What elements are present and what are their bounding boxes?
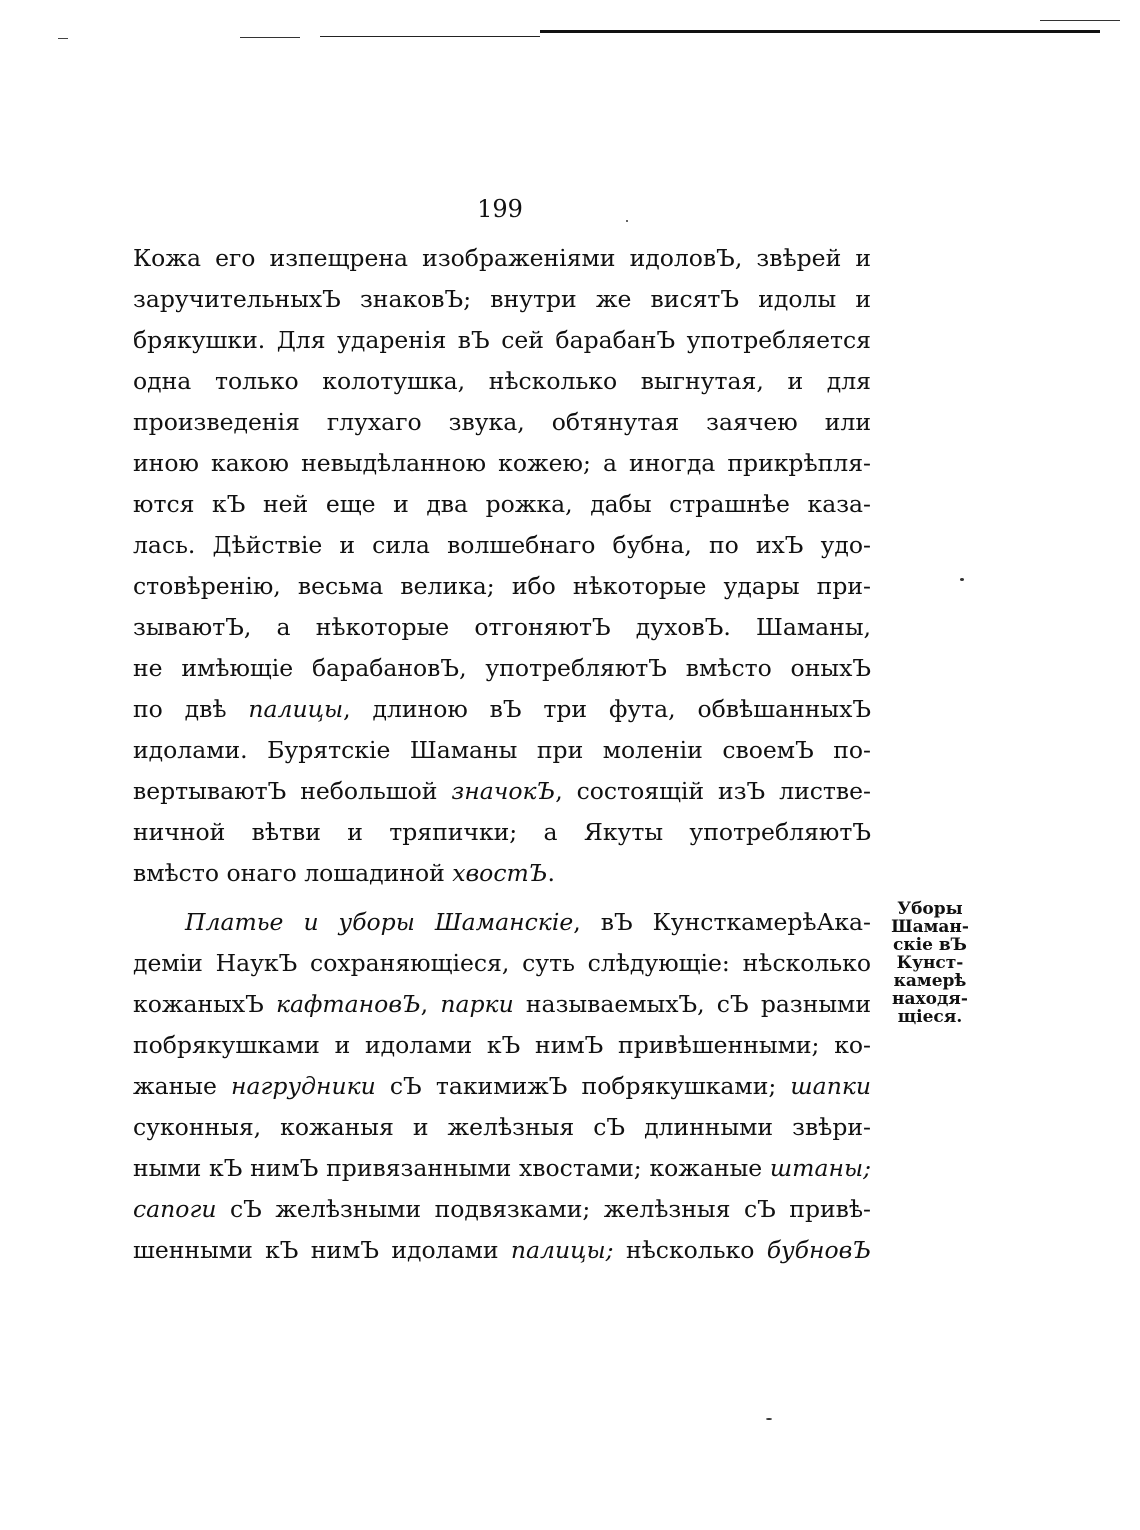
text-line [133, 689, 871, 730]
text-segment: нѣсколько [613, 1236, 767, 1264]
margin-note-line: щіеся. [897, 1007, 963, 1027]
text-segment: , состоящій изЪ листве- [555, 777, 871, 805]
text-line: произведенія глухаго звука, обтянутая заячею или [133, 408, 871, 436]
text-segment: вертываютЪ небольшой [133, 777, 452, 805]
text-line [133, 984, 871, 1025]
paragraph-2 [133, 902, 871, 1271]
text-segment: . [547, 859, 555, 887]
top-rule [1040, 20, 1120, 21]
text-line: побрякушками и идолами кЪ нимЪ привѣшенными; ко- [133, 1031, 871, 1059]
text-line: иною какою невыдѣланною кожею; а иногда прикрѣпля- [133, 449, 871, 477]
text-line: брякушки. Для ударенія вЪ сей барабанЪ употребляется [133, 326, 871, 354]
text-line: ничной вѣтви и тряпички; а Якуты употребляютЪ [133, 818, 871, 846]
text-line: не имѣющіе барабановЪ, употребляютЪ вмѣсто оныхЪ [133, 654, 871, 682]
text-segment: , длиною вЪ три фута, обвѣшанныхЪ [343, 695, 871, 723]
text-line [133, 1189, 871, 1230]
text-line [133, 1066, 871, 1107]
text-segment: сЪ желѣзными подвязками; желѣзныя сЪ привѣ- [216, 1195, 871, 1223]
margin-note-line: Кунст- [896, 953, 964, 973]
italic-term: парки [440, 990, 514, 1018]
main-text [133, 238, 871, 1271]
top-rule [240, 37, 300, 38]
text-line: суконныя, кожаныя и желѣзныя сЪ длинными звѣри- [133, 1113, 871, 1141]
text-line [133, 1148, 871, 1189]
scan-speck [626, 220, 628, 222]
text-segment: , [420, 990, 441, 1018]
italic-term: бубновЪ [766, 1236, 871, 1264]
margin-note [885, 900, 975, 1026]
scan-speck [766, 1418, 772, 1420]
italic-term: штаны; [769, 1154, 871, 1182]
margin-note-line: Шаман- [891, 917, 969, 937]
text-line: Кожа его изпещрена изображеніями идоловЪ, звѣрей и [133, 244, 871, 272]
text-segment: жаные [133, 1072, 232, 1100]
margin-note-line: скіе вЪ [893, 935, 967, 955]
text-segment: шенными кЪ нимЪ идолами [133, 1236, 511, 1264]
text-line: лась. Дѣйствіе и сила волшебнаго бубна, по ихЪ удо- [133, 531, 871, 559]
text-segment: вмѣсто онаго лошадиной [133, 859, 453, 887]
text-segment: , вЪ КунсткамерѣАка- [573, 908, 871, 936]
top-rule [320, 36, 540, 37]
italic-term: Платье и уборы Шаманскіе [185, 908, 574, 936]
text-segment: по двѣ [133, 695, 249, 723]
text-segment: сЪ такимижЪ побрякушками; [375, 1072, 791, 1100]
italic-term: кафтановЪ [275, 990, 421, 1018]
text-line [133, 1230, 871, 1271]
page-number: 199 [477, 195, 523, 223]
italic-term: сапоги [133, 1195, 217, 1223]
top-rule [58, 38, 68, 39]
italic-term: палицы [248, 695, 344, 723]
text-segment: кожаныхЪ [133, 990, 276, 1018]
text-line: идолами. Бурятскіе Шаманы при моленіи своемЪ по- [133, 736, 871, 764]
margin-note-line: Уборы [897, 899, 963, 919]
text-line: ются кЪ ней еще и два рожка, дабы страшнѣе каза- [133, 490, 871, 518]
text-line: зываютЪ, а нѣкоторые отгоняютЪ духовЪ. Шаманы, [133, 613, 871, 641]
text-line: деміи НаукЪ сохраняющіеся, суть слѣдующіе: нѣсколько [133, 949, 871, 977]
italic-term: шапки [790, 1072, 871, 1100]
text-line: стовѣренію, весьма велика; ибо нѣкоторые удары при- [133, 572, 871, 600]
scan-speck [960, 578, 964, 581]
italic-term: хвостЪ [452, 859, 548, 887]
top-rule [540, 30, 1100, 33]
text-line: одна только колотушка, нѣсколько выгнутая, и для [133, 367, 871, 395]
margin-note-line: находя- [892, 989, 968, 1009]
text-line [133, 771, 871, 812]
text-segment: ными кЪ нимЪ привязанными хвостами; кожаные [133, 1154, 770, 1182]
italic-term: значокЪ [451, 777, 556, 805]
italic-term: нагрудники [231, 1072, 376, 1100]
text-line [133, 853, 871, 894]
text-line [133, 902, 871, 943]
text-line: заручительныхЪ знаковЪ; внутри же висятЪ идолы и [133, 285, 871, 313]
paragraph-gap [133, 894, 871, 902]
italic-term: палицы; [510, 1236, 614, 1264]
paragraph-1 [133, 238, 871, 894]
text-segment: называемыхЪ, сЪ разными [513, 990, 871, 1018]
margin-note-line: камерѣ [893, 971, 967, 991]
